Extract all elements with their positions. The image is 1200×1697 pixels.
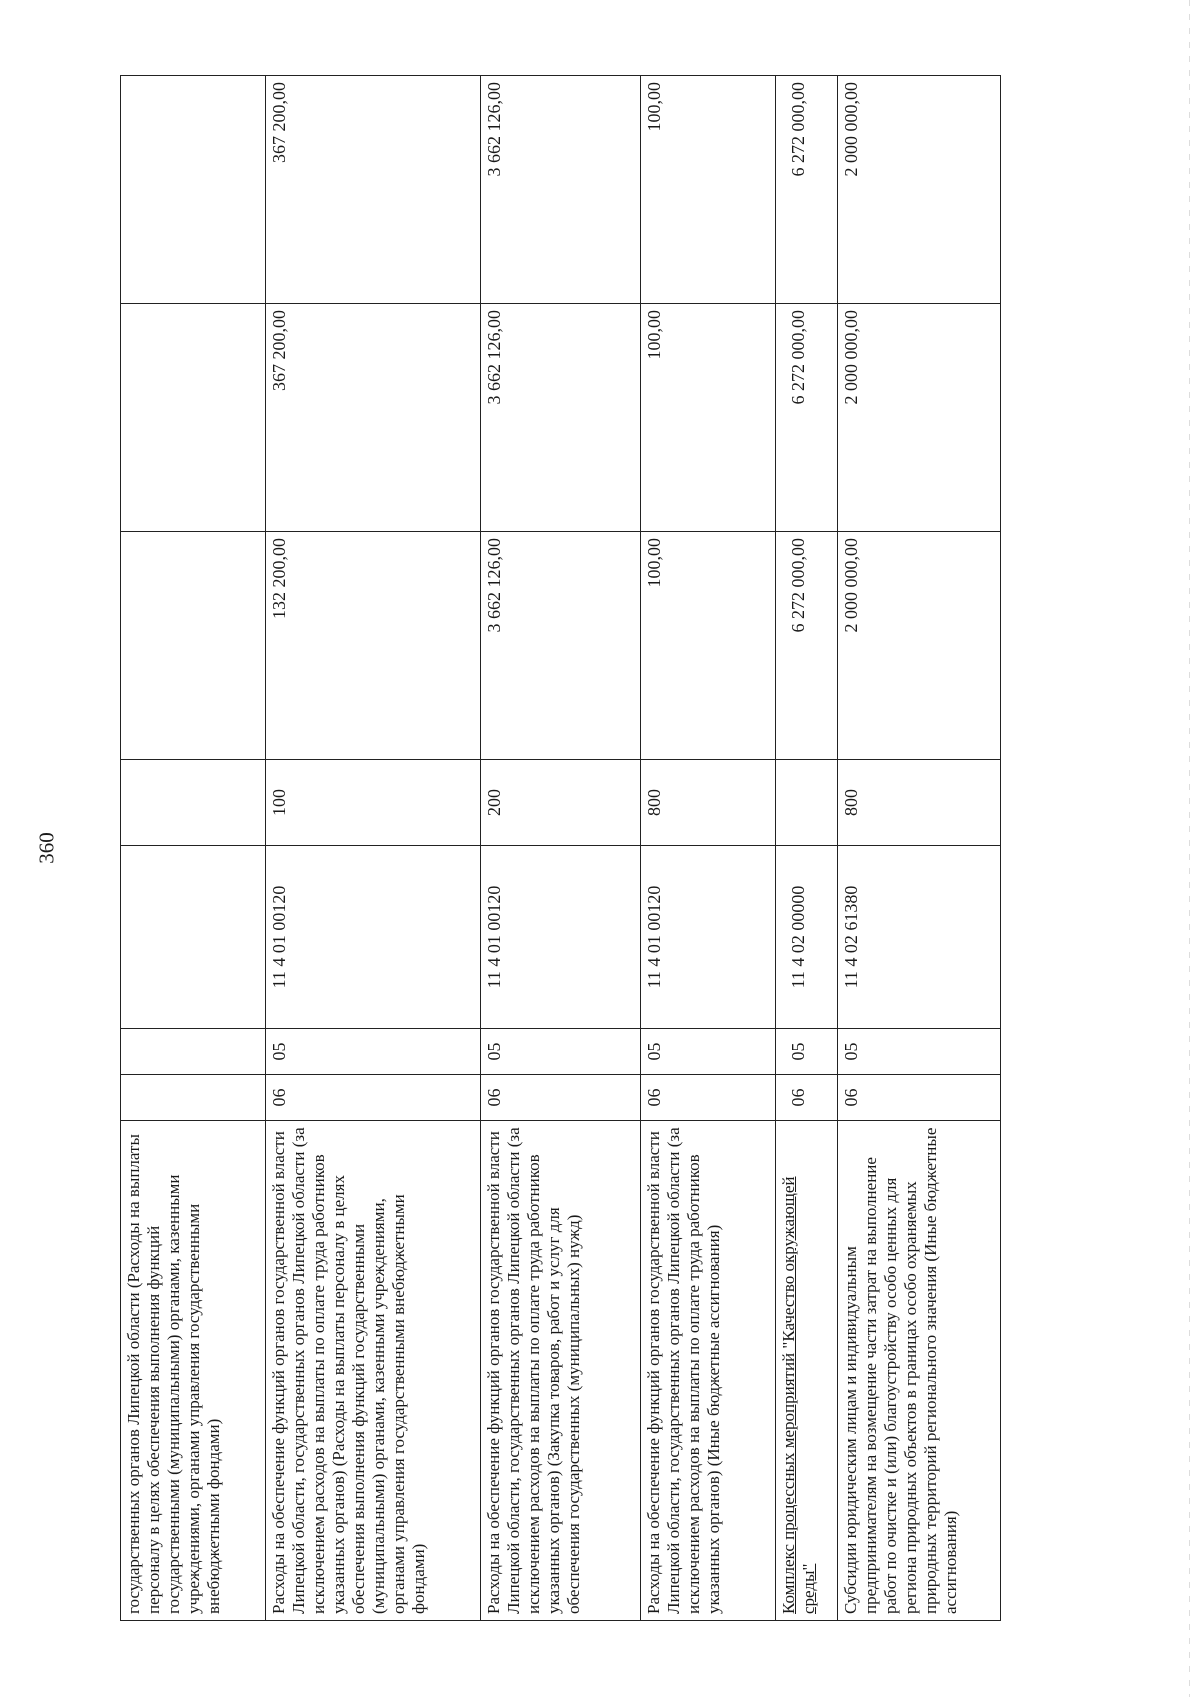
row-expense-type: 200 <box>481 760 641 846</box>
row-description <box>776 1121 838 1621</box>
row-section: 06 <box>776 1075 838 1121</box>
row-target-article: 11 4 01 00120 <box>266 846 481 1029</box>
row-amount-3: 3 662 126,00 <box>481 76 641 304</box>
row-amount-2: 367 200,00 <box>266 304 481 532</box>
row-expense-type: 800 <box>641 760 776 846</box>
row-description: Расходы на обеспечение функций органов государственной власти Липецкой области, государственных органов Липецкой области (за исключением расходов на выплаты по оплате труда работников указанных органов) (Расходы на выплаты персоналу в целях обеспечения выполнения функций государственными (муниципальными) органами, казенными учреждениями, органами управления государственными внебюджетными фондами) <box>266 1121 481 1621</box>
row-target-article: 11 4 02 00000 <box>776 846 838 1029</box>
table-row <box>838 76 1001 1621</box>
row-section: 06 <box>481 1075 641 1121</box>
row-subsection: 05 <box>481 1029 641 1075</box>
row-description: Субсидии юридическим лицам и индивидуальным предпринимателям на возмещение части затрат на выполнение работ по очистке и (или) благоустройству особо ценных для региона природных объектов в границах особо охраняемых природных территорий регионального значения (Иные бюджетные ассигнования) <box>838 1121 1001 1621</box>
row-amount-3: 100,00 <box>641 76 776 304</box>
row-subsection: 05 <box>838 1029 1001 1075</box>
row-amount-2: 100,00 <box>641 304 776 532</box>
row-target-article: 11 4 02 61380 <box>838 846 1001 1029</box>
row-amount-1: 132 200,00 <box>266 532 481 760</box>
row-amount-3: 367 200,00 <box>266 76 481 304</box>
table-row <box>776 76 838 1621</box>
row-description: Расходы на обеспечение функций органов государственной власти Липецкой области, государственных органов Липецкой области (за исключением расходов на выплаты по оплате труда работников указанных органов) (Закупка товаров, работ и услуг для обеспечения государственных (муниципальных) нужд) <box>481 1121 641 1621</box>
row-target-article <box>121 846 266 1029</box>
row-section <box>121 1075 266 1121</box>
table-row <box>481 76 641 1621</box>
row-expense-type: 800 <box>838 760 1001 846</box>
row-amount-3: 6 272 000,00 <box>776 76 838 304</box>
row-subsection <box>121 1029 266 1075</box>
row-target-article: 11 4 01 00120 <box>481 846 641 1029</box>
row-subsection: 05 <box>266 1029 481 1075</box>
table-row <box>641 76 776 1621</box>
row-amount-2: 3 662 126,00 <box>481 304 641 532</box>
row-amount-1: 2 000 000,00 <box>838 532 1001 760</box>
row-expense-type: 100 <box>266 760 481 846</box>
page-number: 360 <box>34 832 59 864</box>
row-amount-1: 100,00 <box>641 532 776 760</box>
row-amount-1: 3 662 126,00 <box>481 532 641 760</box>
row-amount-3: 2 000 000,00 <box>838 76 1001 304</box>
row-amount-1 <box>121 532 266 760</box>
row-amount-2: 6 272 000,00 <box>776 304 838 532</box>
row-amount-2 <box>121 304 266 532</box>
row-description: государственных органов Липецкой области (Расходы на выплаты персоналу в целях обеспечения выполнения функций государственными (муниципальными) органами, казенными учреждениями, органами управления государственными внебюджетными фондами) <box>121 1121 266 1621</box>
row-expense-type <box>776 760 838 846</box>
row-description-text: Комплекс процессных мероприятий "Качество окружающей среды" <box>779 1176 819 1614</box>
budget-table <box>120 75 1001 1621</box>
row-section: 06 <box>266 1075 481 1121</box>
table-row <box>266 76 481 1621</box>
row-subsection: 05 <box>641 1029 776 1075</box>
table-row <box>121 76 266 1621</box>
row-section: 06 <box>641 1075 776 1121</box>
row-amount-2: 2 000 000,00 <box>838 304 1001 532</box>
row-amount-3 <box>121 76 266 304</box>
scan-edge-divider <box>1189 0 1190 1697</box>
row-description: Расходы на обеспечение функций органов государственной власти Липецкой области, государственных органов Липецкой области (за исключением расходов на выплаты по оплате труда работников указанных органов) (Иные бюджетные ассигнования) <box>641 1121 776 1621</box>
row-section: 06 <box>838 1075 1001 1121</box>
row-subsection: 05 <box>776 1029 838 1075</box>
row-target-article: 11 4 01 00120 <box>641 846 776 1029</box>
row-expense-type <box>121 760 266 846</box>
budget-table-wrapper <box>120 76 1000 1621</box>
row-amount-1: 6 272 000,00 <box>776 532 838 760</box>
